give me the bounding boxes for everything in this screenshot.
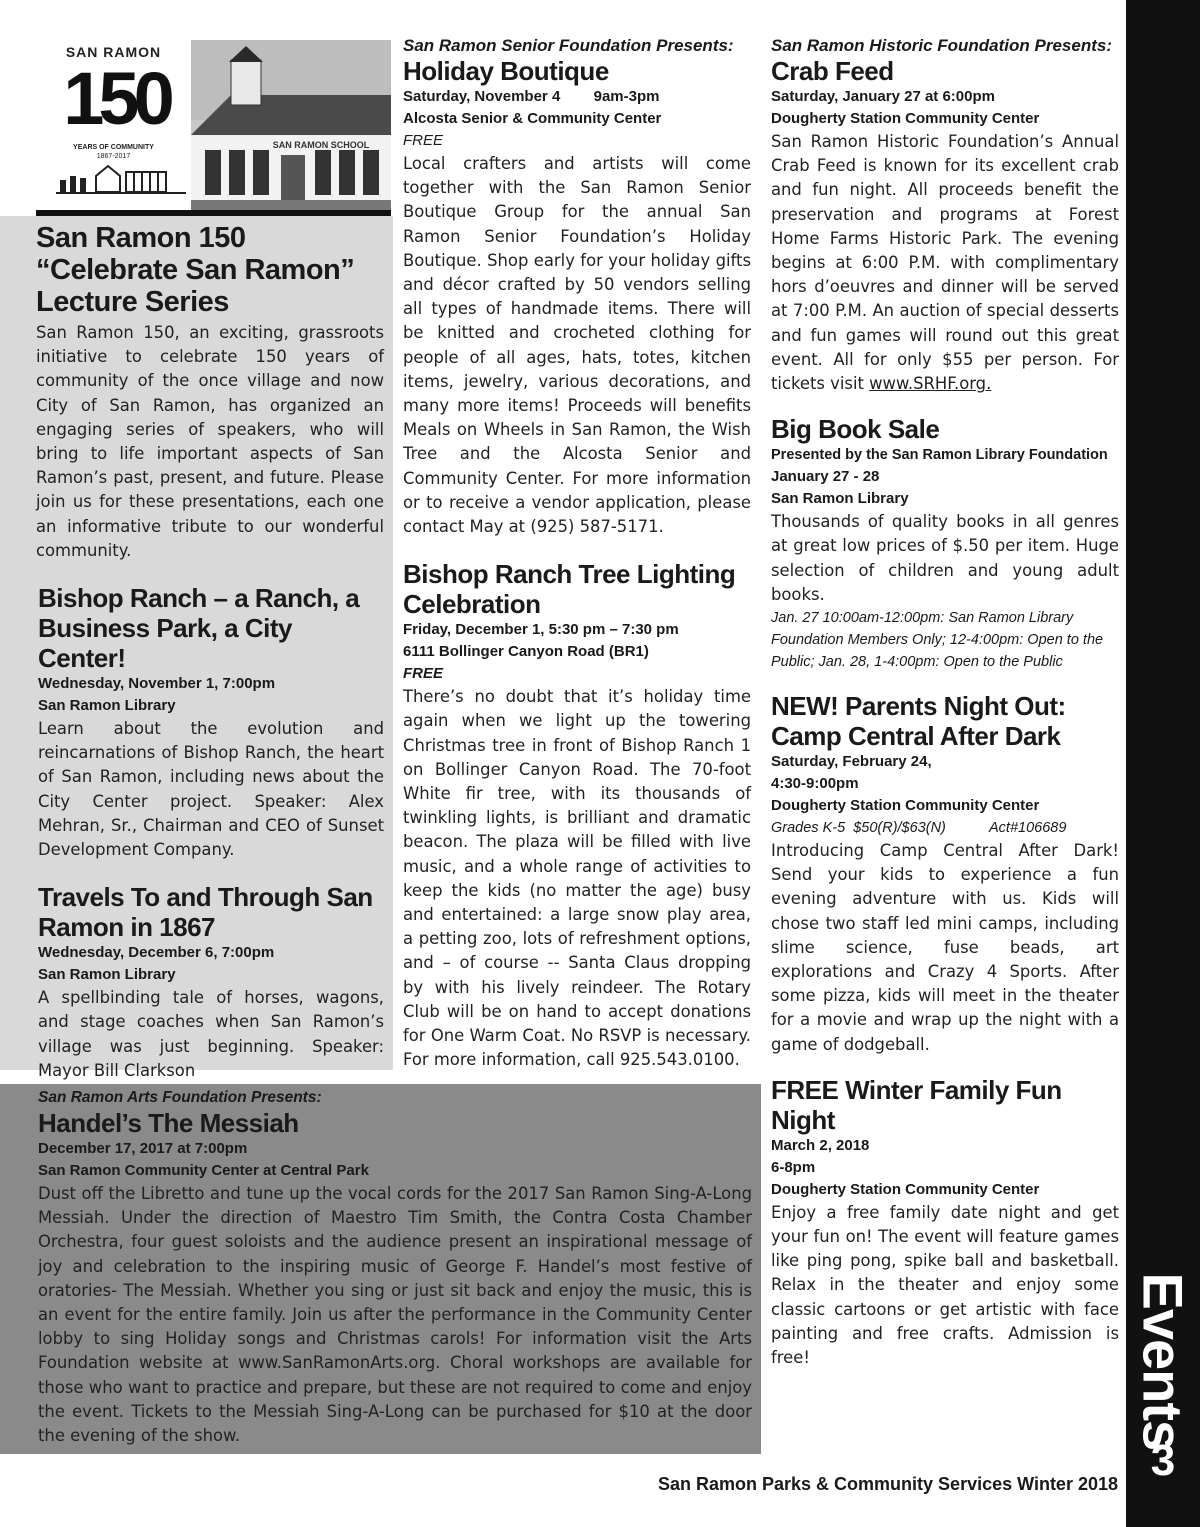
parents-night-location: Dougherty Station Community Center [771,797,1040,815]
middle-column [403,36,751,1073]
bishop-ranch-talk-body: Learn about the evolution and reincarnations of Bishop Ranch, the heart of San Ramon, including news about the City Center project. Speaker: Alex Mehran, Sr., Chairman and CEO of Sunset Development Company. [38,719,384,860]
crab-feed-title: Crab Feed [771,56,894,86]
boutique-price: FREE [403,132,444,149]
left-column [36,222,384,1083]
messiah-location: San Ramon Community Center at Central Park [38,1162,369,1179]
parents-night-date: Saturday, February 24, [771,753,932,771]
winter-night-title: FREE Winter Family Fun Night [771,1074,1062,1135]
tree-lighting-date: Friday, December 1, 5:30 pm – 7:30 pm [403,621,679,639]
winter-night-body: Enjoy a free family date night and get your fun on! The event will feature games like ping pong, spike ball and basketball. Relax in the theater and enjoy some classic cartoons or get artistic with face painting and free crafts. Admission is free! [771,1202,1119,1368]
bishop-ranch-talk-date: Wednesday, November 1, 7:00pm [38,675,276,693]
messiah-presenter: San Ramon Arts Foundation Presents: [38,1089,322,1106]
photo-underline [36,210,391,216]
tree-lighting-title: Bishop Ranch Tree Lighting Celebration [403,559,736,620]
book-sale-body: Thousands of quality books in all genres at great low prices of $.50 per item. Huge selection of children and young adult books. [771,512,1119,604]
schoolhouse-icon [191,40,391,210]
book-sale-location: San Ramon Library [771,490,909,508]
boutique-body: Local crafters and artists will come together with the San Ramon Senior Boutique Group for the annual San Ramon Senior Foundation’s Holiday Boutique. Shop early for your holiday gifts and décor crafted by 50 vendors selling all types of handmade items. There will be knitted and crocheted clothing for people of all ages, hats, totes, kitchen items, jewelry, various decorations, and many more items! Proceeds will benefits Meals on Wheels in San Ramon, the Wish Tree and the Alcosta Senior and Community Center. For more information or to receive a vendor application, please contact May at (925) 587-5171. [403,154,751,537]
book-sale-presented-by: Presented by the San Ramon Library Foundation [771,447,1108,464]
logo-town-icon [36,164,191,209]
book-sale-date: January 27 - 28 [771,468,880,486]
page-footer: San Ramon Parks & Community Services Winter 2018 [657,1474,1118,1494]
book-sale-title: Big Book Sale [771,414,940,445]
messiah-section [38,1088,752,1448]
travels-date: Wednesday, December 6, 7:00pm [38,944,275,962]
travels-title: Travels To and Through San Ramon in 1867 [38,882,373,943]
parents-night-activity: Act#106689 [989,820,1067,837]
boutique-title: Holiday Boutique [403,56,609,86]
boutique-location: Alcosta Senior & Community Center [403,110,662,127]
tree-lighting-price: FREE [403,665,444,683]
lecture-title: San Ramon 150 “Celebrate San Ramon” Lecture Series [36,222,355,318]
travels-body: A spellbinding tale of horses, wagons, and stage coaches when San Ramon’s village was just beginning. Speaker: Mayor Bill Clarkson [38,988,384,1080]
school-sign: SAN RAMON SCHOOL [272,140,370,150]
right-column [771,36,1119,1370]
winter-night-time: 6-8pm [771,1158,816,1176]
tree-lighting-body: There’s no doubt that it’s holiday time again when we light up the towering Christmas tree in front of Bishop Ranch 1 on Bollinger Canyon Road. The 70-foot White fir tree, with its thousands of twinkling lights, is brilliant and dramatic beacon. The plaza will be filled with live music, and a whole range of activities to keep the kids (no matter the age) busy and entertained: a large snow play area, a petting zoo, lots of refreshment options, and – of course -- Santa Claus dropping by with his lively reindeer. The Rotary Club will be on hand to accept donations for One Warm Coat. No RSVP is necessary. For more information, call 925.543.0100. [403,687,751,1070]
messiah-title: Handel’s The Messiah [38,1108,299,1138]
book-sale-note: Jan. 27 10:00am-12:00pm: San Ramon Library Foundation Members Only; 12-4:00pm: Open to the Public; Jan. 28, 1-4:00pm: Open to the Public [771,610,1104,671]
crab-feed-body [771,130,1119,396]
crab-feed-location: Dougherty Station Community Center [771,110,1040,127]
messiah-body: Dust off the Libretto and tune up the vocal cords for the 2017 San Ramon Sing-A-Long Messiah. Under the direction of Maestro Tim Smith, the Contra Costa Chamber Orchestra, four guest soloists and the audience present an inspirational message of joy and celebration to the inspiring music of George F. Handel’s most festive of oratories- The Messiah. Whether you sing or just sit back and enjoy the music, this is an event for the entire family. Join us after the performance in the Community Center lobby to sing Holiday songs and Christmas carols! For information visit the Arts Foundation website at www.SanRamonArts.org. Choral workshops are available for those who want to practice and prepare, but these are not required to come and enjoy the event. Tickets to the Messiah Sing-A-Long can be purchased for $10 at the door the evening of the show. [38,1184,752,1446]
parents-night-body: Introducing Camp Central After Dark! Send your kids to experience a fun evening adventure with us. Kids will chose two staff led mini camps, including slime science, fuse beads, art explorations and Crazy 4 Sports. After some pizza, kids will meet in the theater for a movie and wrap up the night with a game of dodgeball. [771,841,1119,1054]
travels-location: San Ramon Library [38,966,176,984]
logo-top-text: SAN RAMON [65,44,162,60]
crab-feed-date: Saturday, January 27 at 6:00pm [771,88,995,105]
messiah-date: December 17, 2017 at 7:00pm [38,1140,248,1157]
parents-night-title: NEW! Parents Night Out: Camp Central After Dark [771,691,1066,752]
crab-feed-text: San Ramon Historic Foundation’s Annual Crab Feed is known for its excellent crab and fun night. All proceeds benefit the preservation and programs at Forest Home Farms Historic Park. The evening begins at 6:00 P.M. with complimentary hors d’oeuvres and dinner will be served at 7:00 P.M. An auction of special desserts and fun games will round out this great event. All for only $55 per person. For tickets visit [771,132,1119,394]
lecture-body: San Ramon 150, an exciting, grassroots initiative to celebrate 150 years of community of the once village and now City of San Ramon, has organized an engaging series of speakers, who will bring to life important aspects of San Ramon’s past, present, and future. Please join us for these presentations, each one an informative tribute to our wonderful community. [36,323,384,560]
san-ramon-school-photo [191,40,391,210]
logo-sub-text: YEARS OF COMMUNITY [73,144,154,151]
winter-night-location: Dougherty Station Community Center [771,1180,1040,1198]
events-tab-label: Events [1131,1272,1195,1451]
parents-night-time: 4:30-9:00pm [771,775,859,793]
logo-years: 1867-2017 [96,153,131,160]
page-number: 3 [1150,1436,1176,1485]
winter-night-date: March 2, 2018 [771,1136,870,1154]
crab-feed-presenter: San Ramon Historic Foundation Presents: [771,36,1112,55]
bishop-ranch-talk-location: San Ramon Library [38,697,176,715]
boutique-date: Saturday, November 4 9am-3pm [403,88,660,105]
bishop-ranch-talk-title: Bishop Ranch – a Ranch, a Business Park, a City Center! [38,583,360,674]
tree-lighting-location: 6111 Bollinger Canyon Road (BR1) [403,643,649,661]
logo-number: 150 [63,57,169,140]
crab-feed-link[interactable]: www.SRHF.org. [869,374,992,394]
parents-night-registration [771,817,1119,839]
boutique-presenter: San Ramon Senior Foundation Presents: [403,36,734,55]
san-ramon-150-logo [36,40,191,210]
parents-night-grades: Grades K-5 $50(R)/$63(N) [771,820,946,837]
